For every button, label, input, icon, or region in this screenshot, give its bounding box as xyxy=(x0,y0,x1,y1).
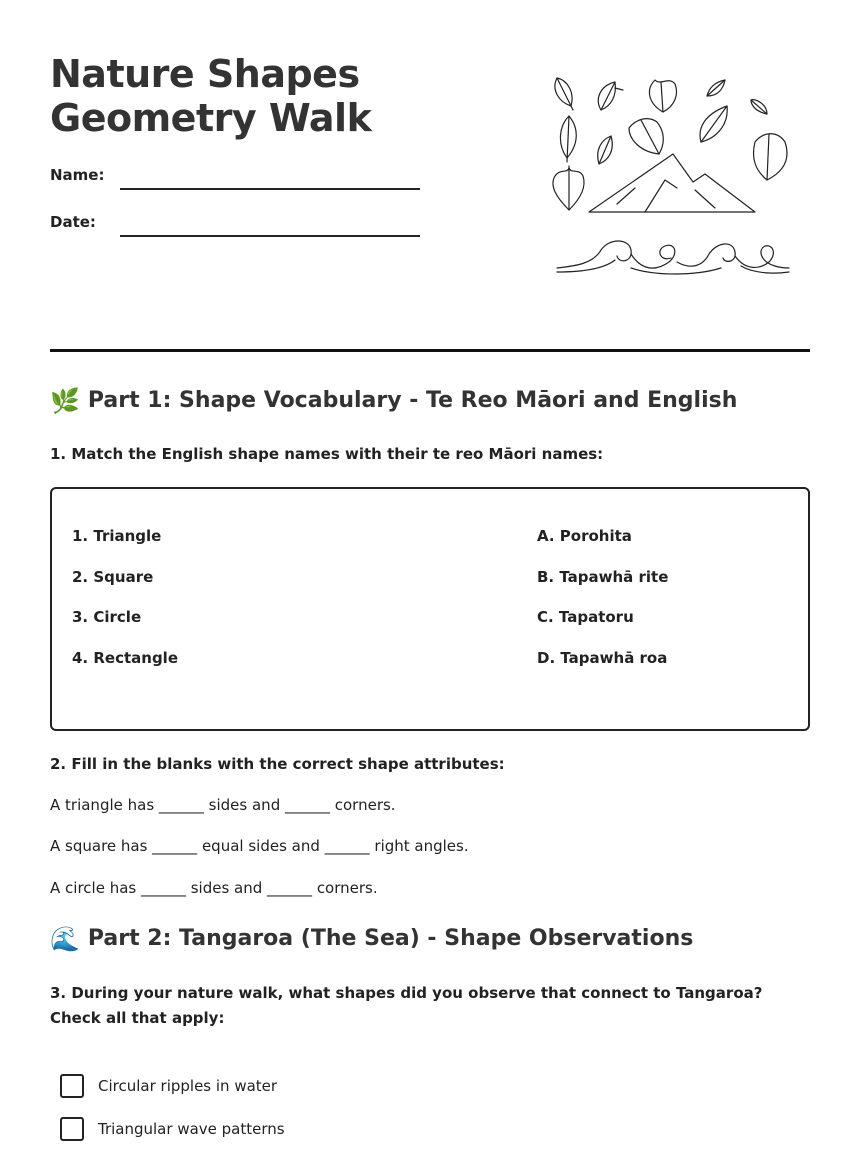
maori-term-tapawha-roa: D. Tapawhā roa xyxy=(537,649,668,667)
herb-leaf-icon: 🌿 xyxy=(50,386,80,415)
checkbox-option-waves[interactable] xyxy=(60,1117,285,1141)
name-input-line[interactable] xyxy=(120,188,420,190)
leaf-icon xyxy=(553,166,584,210)
checkbox[interactable] xyxy=(60,1074,84,1098)
title-line-1: Nature Shapes xyxy=(50,52,360,96)
mountain-icon xyxy=(589,154,755,212)
question-3: 3. During your nature walk, what shapes did you observe that connect to Tangaroa? Check all that apply: xyxy=(50,984,763,1027)
waves-icon xyxy=(557,241,789,274)
title-line-2: Geometry Walk xyxy=(50,96,372,140)
leaf-icon xyxy=(649,80,676,112)
worksheet-title xyxy=(50,52,371,140)
english-term-rectangle: 4. Rectangle xyxy=(72,649,178,667)
leaf-icon xyxy=(598,82,623,110)
name-field[interactable] xyxy=(50,166,420,196)
leaf-icon xyxy=(700,106,727,142)
part1-heading xyxy=(50,388,737,413)
checkbox-option-ripples[interactable] xyxy=(60,1074,277,1098)
header-divider xyxy=(50,349,810,352)
checkbox-label: Triangular wave patterns xyxy=(98,1120,285,1138)
leaf-icon xyxy=(598,136,613,164)
maori-term-porohita: A. Porohita xyxy=(537,527,632,545)
maori-term-tapawha-rite: B. Tapawhā rite xyxy=(537,568,669,586)
date-field[interactable] xyxy=(50,213,420,243)
matching-box xyxy=(50,487,810,731)
part1-heading-text: Part 1: Shape Vocabulary - Te Reo Māori and English xyxy=(87,388,738,413)
english-term-square: 2. Square xyxy=(72,568,154,586)
date-label: Date: xyxy=(50,213,96,231)
question-2: 2. Fill in the blanks with the correct shape attributes: xyxy=(50,755,505,773)
leaf-icon xyxy=(707,80,725,96)
name-label: Name: xyxy=(50,166,105,184)
wave-icon: 🌊 xyxy=(50,924,80,953)
fill-blank-square[interactable]: A square has ______ equal sides and ______ right angles. xyxy=(50,837,469,855)
leaf-icon xyxy=(751,100,767,114)
fill-blank-triangle[interactable]: A triangle has ______ sides and ______ corners. xyxy=(50,796,396,814)
question-1: 1. Match the English shape names with their te reo Māori names: xyxy=(50,445,604,463)
english-term-circle: 3. Circle xyxy=(72,608,142,626)
checkbox[interactable] xyxy=(60,1117,84,1141)
leaf-icon xyxy=(555,78,573,110)
date-input-line[interactable] xyxy=(120,235,420,237)
part2-heading xyxy=(50,926,693,951)
leaf-icon xyxy=(629,119,663,154)
leaf-icon xyxy=(754,134,787,180)
leaf-icon xyxy=(560,116,576,162)
english-term-triangle: 1. Triangle xyxy=(72,527,162,545)
fill-blank-circle[interactable]: A circle has ______ sides and ______ corners. xyxy=(50,879,378,897)
maori-term-tapatoru: C. Tapatoru xyxy=(537,608,634,626)
part2-heading-text: Part 2: Tangaroa (The Sea) - Shape Observations xyxy=(87,926,694,951)
checkbox-label: Circular ripples in water xyxy=(98,1077,278,1095)
leaves-mountain-waves-illustration xyxy=(545,70,795,280)
